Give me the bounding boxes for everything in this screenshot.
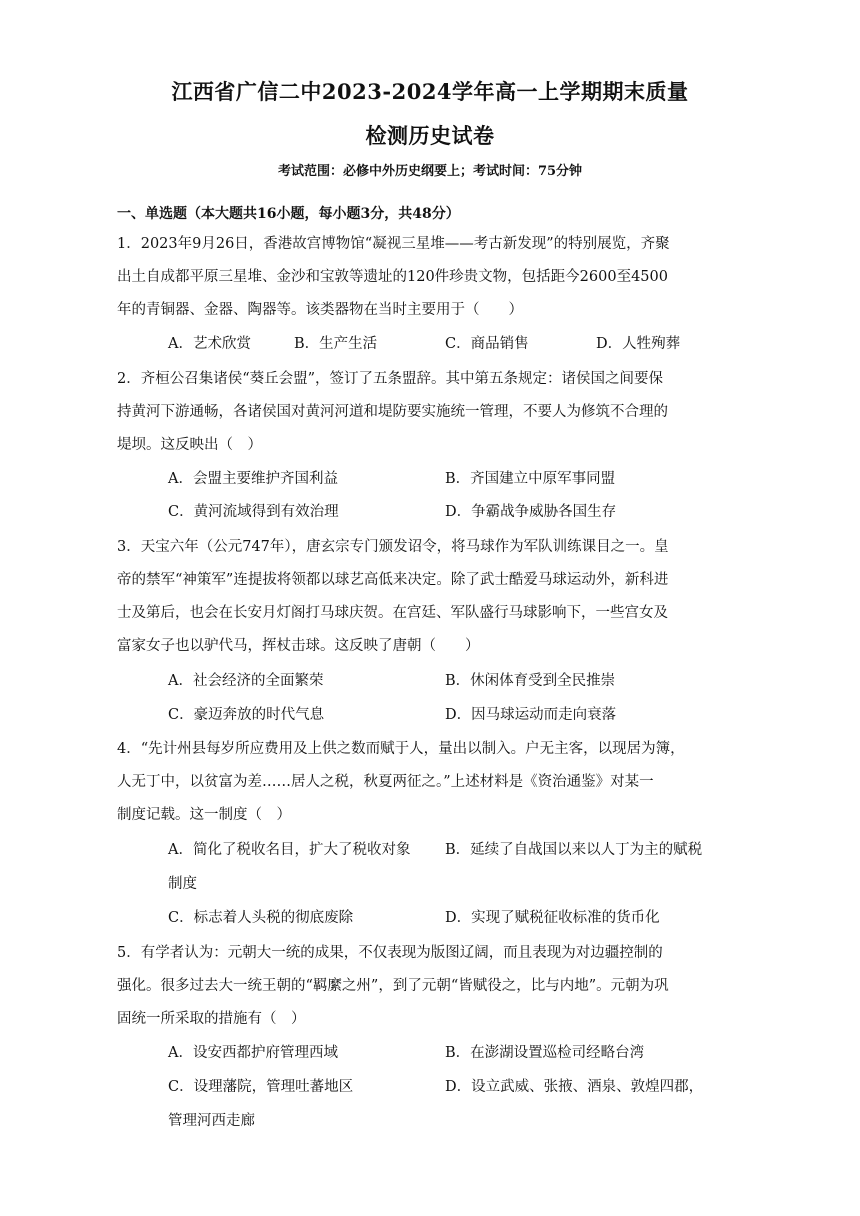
q1-stem-line: 1．2023年9月26日，香港故宫博物馆“凝视三星堆——考古新发现”的特别展览，齐聚 (117, 236, 670, 252)
q3-stem-line: 富家女子也以驴代马，挥杖击球。这反映了唐朝（ ） (117, 638, 480, 654)
q4-option-a[interactable]: A．简化了税收名目，扩大了税收对象 (168, 842, 411, 858)
q5-option-a[interactable]: A．设安西都护府管理西域 (168, 1045, 338, 1061)
q2-option-a[interactable]: A．会盟主要维护齐国利益 (168, 471, 338, 487)
q2-stem-line: 持黄河下游通畅，各诸侯国对黄河河道和堤防要实施统一管理，不要人为修筑不合理的 (117, 404, 668, 420)
q2-option-b[interactable]: B．齐国建立中原军事同盟 (445, 471, 616, 487)
q4-option-b-continued: 制度 (168, 876, 197, 892)
q4-option-d[interactable]: D．实现了赋税征收标准的货币化 (445, 910, 660, 926)
q1-option-c[interactable]: C．商品销售 (445, 336, 529, 352)
q5-option-d-continued: 管理河西走廊 (168, 1113, 255, 1129)
q4-option-b[interactable]: B．延续了自战国以来以人丁为主的赋税 (445, 842, 703, 858)
q3-stem-line: 士及第后，也会在长安月灯阁打马球庆贺。在宫廷、军队盛行马球影响下，一些宫女及 (117, 605, 668, 621)
q4-stem-line: 4．“先计州县每岁所应费用及上供之数而赋于人，量出以制入。户无主客，以现居为簿， (117, 741, 685, 757)
q3-option-a[interactable]: A．社会经济的全面繁荣 (168, 673, 324, 689)
q3-stem-line: 3．天宝六年（公元747年），唐玄宗专门颁发诏令，将马球作为军队训练课目之一。皇 (117, 539, 669, 555)
q3-option-c[interactable]: C．豪迈奔放的时代气息 (168, 707, 325, 723)
q5-stem-line: 5．有学者认为：元朝大一统的成果，不仅表现为版图辽阔，而且表现为对边疆控制的 (117, 945, 663, 961)
q3-option-d[interactable]: D．因马球运动而走向衰落 (445, 707, 617, 723)
q1-stem-line: 年的青铜器、金器、陶器等。该类器物在当时主要用于（ ） (117, 302, 523, 318)
q2-option-d[interactable]: D．争霸战争威胁各国生存 (445, 504, 617, 520)
q4-option-c[interactable]: C．标志着人头税的彻底废除 (168, 910, 354, 926)
q4-stem-line: 人无丁中，以贫富为差……居人之税，秋夏两征之。”上述材料是《资治通鉴》对某一 (117, 774, 654, 790)
q5-stem-line: 固统一所采取的措施有（ ） (117, 1011, 306, 1027)
q2-stem-line: 堤坝。这反映出（ ） (117, 437, 262, 453)
q4-stem-line: 制度记载。这一制度（ ） (117, 807, 291, 823)
q1-option-b[interactable]: B．生产生活 (294, 336, 378, 352)
q5-option-c[interactable]: C．设理藩院，管理吐蕃地区 (168, 1079, 354, 1095)
section-header: 一、单选题（本大题共16小题，每小题3分，共48分） (117, 206, 460, 222)
q1-option-d[interactable]: D．人牲殉葬 (596, 336, 681, 352)
q3-option-b[interactable]: B．休闲体育受到全民推崇 (445, 673, 616, 689)
q3-stem-line: 帝的禁军“神策军”连提拔将领都以球艺高低来决定。除了武士酷爱马球运动外，新科进 (117, 572, 669, 588)
q5-option-d[interactable]: D．设立武威、张掖、酒泉、敦煌四郡， (445, 1079, 704, 1095)
exam-scope: 考试范围：必修中外历史纲要上；考试时间：75分钟 (277, 164, 583, 179)
q1-option-a[interactable]: A．艺术欣赏 (168, 336, 251, 352)
q2-option-c[interactable]: C．黄河流域得到有效治理 (168, 504, 339, 520)
q5-option-b[interactable]: B．在澎湖设置巡检司经略台湾 (445, 1045, 645, 1061)
exam-title-line2: 检测历史试卷 (365, 123, 495, 148)
q5-stem-line: 强化。很多过去大一统王朝的“羁縻之州”，到了元朝“皆赋役之，比与内地”。元朝为巩 (117, 978, 669, 994)
q1-stem-line: 出土自成都平原三星堆、金沙和宝敦等遗址的120件珍贵文物，包括距今2600至4500 (117, 269, 668, 285)
exam-title-line1: 江西省广信二中2023-2024学年高一上学期期末质量 (171, 79, 689, 104)
q2-stem-line: 2．齐桓公召集诸侯“葵丘会盟”，签订了五条盟辞。其中第五条规定：诸侯国之间要保 (117, 371, 664, 387)
